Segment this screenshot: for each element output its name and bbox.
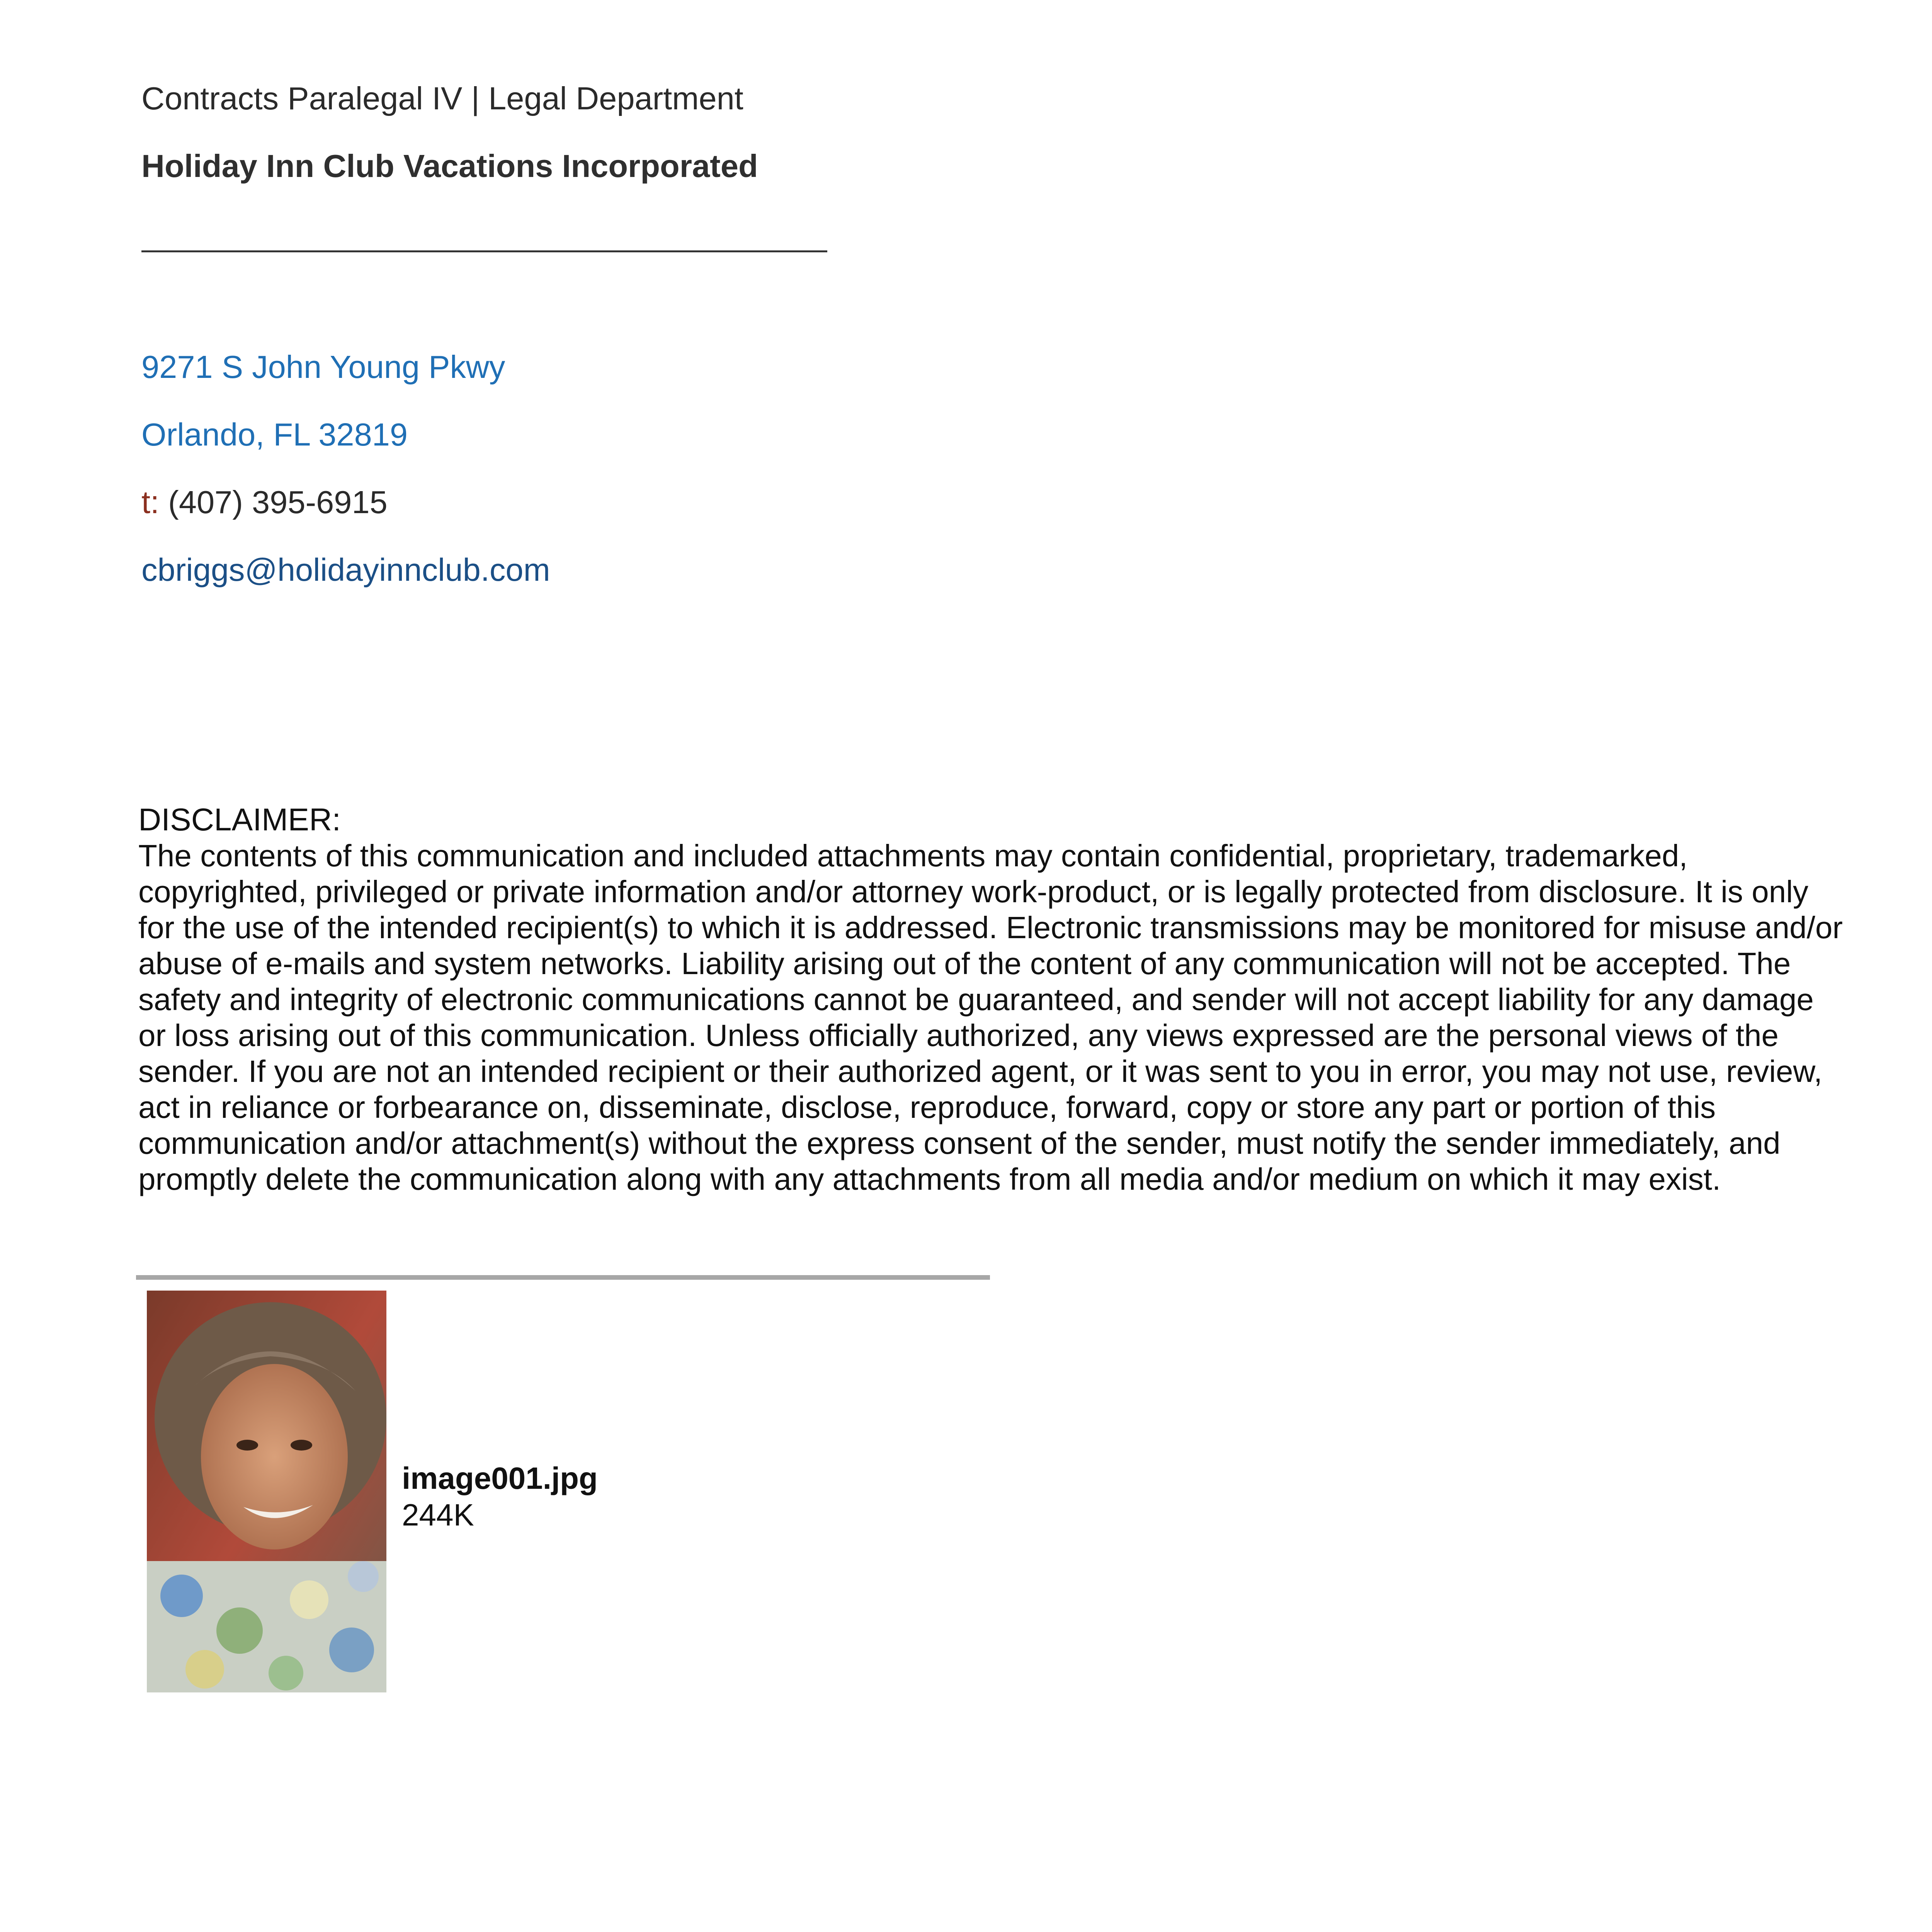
attachment-thumbnail[interactable] — [147, 1291, 386, 1692]
address-street[interactable]: 9271 S John Young Pkwy — [141, 349, 505, 385]
address-city[interactable]: Orlando, FL 32819 — [141, 417, 408, 452]
disclaimer-body: The contents of this communication and included attachments may contain confidential, proprietary, trademarked, copyrighted, privileged or private information and/or attorney work-product, or is legally protected from disclosure. It is only for the use of the intended recipient(s) to which it is addressed. Electronic transmissions may be monitored for misuse and/or abuse of e-mails and system networks. Liability arising out of the content of any communication will not be accepted. The safety and integrity of electronic communications cannot be guaranteed, and sender will not accept liability for any damage or loss arising out of this communication. Unless officially authorized, any views expressed are the personal views of the sender. If you are not an intended recipient or their authorized agent, or it was sent to you in error, you may not use, review, act in reliance or forbearance on, disseminate, disclose, reproduce, forward, copy or store any part or portion of this communication and/or attachment(s) without the express consent of the sender, must notify the sender immediately, and promptly delete the communication along with any attachments from all media and/or medium on which it may exist. — [138, 838, 1843, 1196]
phone-number[interactable]: (407) 395-6915 — [159, 484, 388, 520]
email-link[interactable]: cbriggs@holidayinnclub.com — [141, 552, 550, 588]
attachment-filename[interactable]: image001.jpg — [402, 1461, 598, 1495]
signature-title: Contracts Paralegal IV | Legal Department — [141, 80, 743, 116]
phone-line — [141, 483, 388, 522]
phone-prefix: t: — [141, 484, 160, 520]
signature-divider — [141, 250, 827, 252]
portrait-photo-icon — [147, 1291, 386, 1692]
attachment-divider — [136, 1275, 990, 1280]
attachment-size: 244K — [402, 1498, 474, 1532]
signature-company: Holiday Inn Club Vacations Incorporated — [141, 148, 758, 184]
disclaimer-heading: DISCLAIMER: — [138, 802, 341, 837]
